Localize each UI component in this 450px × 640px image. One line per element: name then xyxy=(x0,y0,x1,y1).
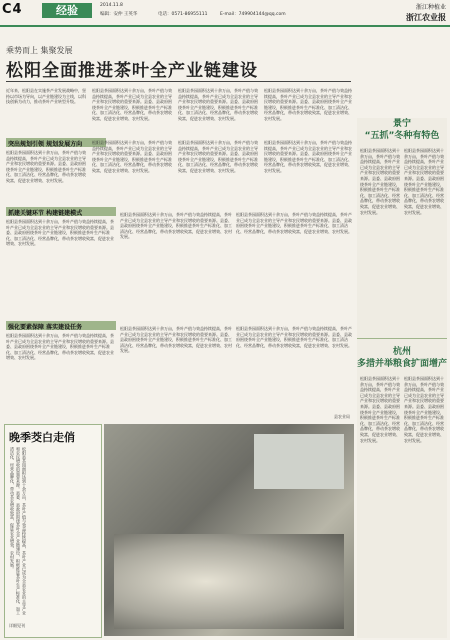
body-column: 松阳县茶园面积达到十余万亩，茶叶产值与效益持续提高，茶叶产业已成为全县农业的主导产业和农民增收的重要来源。县委、县政府围绕茶叶全产业链建设，积极推进茶叶生产标准化、加工清洁化、经营品牌化，带动茶农增收致富，促进农业增效、农村发展。 xyxy=(236,326,352,348)
small-article-author: 详细见刊 xyxy=(9,623,25,628)
body-column: 松阳县茶园面积达到十余万亩，茶叶产值与效益持续提高，茶叶产业已成为全县农业的主导产业和农民增收的重要来源。县委、县政府围绕茶叶全产业链建设，积极推进茶叶生产标准化、加工清洁化、经营品牌化，带动茶农增收致富，促进农业增效、农村发展。 xyxy=(92,140,172,173)
page-header xyxy=(0,0,450,26)
small-article-title: 晚季茭白走俏 xyxy=(9,431,75,444)
sidebar-bottom-body: 松阳县茶园面积达到十余万亩，茶叶产值与效益持续提高，茶叶产业已成为全县农业的主导产业和农民增收的重要来源。县委、县政府围绕茶叶全产业链建设，积极推进茶叶生产标准化、加工清洁化、经营品牌化，带动茶农增收致富，促进农业增效、农村发展。 xyxy=(360,376,400,443)
small-article-text: 松阳县茶园面积达到十余万亩，茶叶产值与效益持续提高，茶叶产业已成为全县农业的主导产业和农民增收的重要来源。县委、县政府围绕茶叶全产业链建设，积极推进茶叶生产标准化、加工清洁化、经营品牌化，带动茶农增收致富，促进农业增效、农村发展。 xyxy=(10,447,27,615)
body-column: 松阳县茶园面积达到十余万亩，茶叶产值与效益持续提高，茶叶产业已成为全县农业的主导产业和农民增收的重要来源。县委、县政府围绕茶叶全产业链建设，积极推进茶叶生产标准化、加工清洁化、经营品牌化，带动茶农增收致富，促进农业增效、农村发展。 xyxy=(178,88,258,121)
header-rule xyxy=(0,25,450,27)
issue-date: 2014.11.8 xyxy=(100,3,123,8)
lead-paragraph: 近年来，松阳县在实施茶产业发展战略中，坚持以市场为导向，以产业链建设为主线，以科技创新为动力，推动茶叶产业转型升级。 xyxy=(6,88,86,105)
produce-pile xyxy=(114,534,344,629)
phone-number: 电话：0571-86955111 xyxy=(158,12,208,17)
subhead-3: 强化要素保障 落实建设任务 xyxy=(8,324,83,331)
headline-rule xyxy=(6,81,351,82)
body-column: 松阳县茶园面积达到十余万亩，茶叶产值与效益持续提高，茶叶产业已成为全县农业的主导产业和农民增收的重要来源。县委、县政府围绕茶叶全产业链建设，积极推进茶叶生产标准化、加工清洁化、经营品牌化，带动茶农增收致富，促进农业增效、农村发展。 xyxy=(6,150,86,183)
body-column: 松阳县茶园面积达到十余万亩，茶叶产值与效益持续提高，茶叶产业已成为全县农业的主导产业和农民增收的重要来源。县委、县政府围绕茶叶全产业链建设，积极推进茶叶生产标准化、加工清洁化、经营品牌化，带动茶农增收致富，促进农业增效、农村发展。 xyxy=(264,140,352,173)
subhead-1: 突出规划引领 规划发展方向 xyxy=(8,141,83,148)
newspaper-brand: 浙江农业报 xyxy=(406,12,446,22)
truck-shape xyxy=(254,434,344,489)
body-column: 松阳县茶园面积达到十余万亩，茶叶产值与效益持续提高，茶叶产业已成为全县农业的主导产业和农民增收的重要来源。县委、县政府围绕茶叶全产业链建设，积极推进茶叶生产标准化、加工清洁化、经营品牌化，带动茶农增收致富，促进农业增效、农村发展。 xyxy=(264,88,352,121)
region-label: 浙江种植业 xyxy=(415,4,446,11)
sidebar-top-body: 松阳县茶园面积达到十余万亩，茶叶产值与效益持续提高，茶叶产业已成为全县农业的主导产业和农民增收的重要来源。县委、县政府围绕茶叶全产业链建设，积极推进茶叶生产标准化、加工清洁化、经营品牌化，带动茶农增收致富，促进农业增效、农村发展。 xyxy=(360,148,400,215)
small-article-body xyxy=(9,447,97,617)
tea-farm-photo xyxy=(104,424,354,636)
article-author: 县农业局 xyxy=(334,414,350,419)
body-column: 松阳县茶园面积达到十余万亩，茶叶产值与效益持续提高，茶叶产业已成为全县农业的主导产业和农民增收的重要来源。县委、县政府围绕茶叶全产业链建设，积极推进茶叶生产标准化、加工清洁化、经营品牌化，带动茶农增收致富，促进农业增效、农村发展。 xyxy=(6,333,114,361)
section-name: 经验 xyxy=(42,3,92,18)
sidebar-top-body: 松阳县茶园面积达到十余万亩，茶叶产值与效益持续提高，茶叶产业已成为全县农业的主导产业和农民增收的重要来源。县委、县政府围绕茶叶全产业链建设，积极推进茶叶生产标准化、加工清洁化、经营品牌化，带动茶农增收致富，促进农业增效、农村发展。 xyxy=(404,148,444,215)
sidebar-divider xyxy=(357,338,447,339)
body-column: 松阳县茶园面积达到十余万亩，茶叶产值与效益持续提高，茶叶产业已成为全县农业的主导产业和农民增收的重要来源。县委、县政府围绕茶叶全产业链建设，积极推进茶叶生产标准化、加工清洁化、经营品牌化，带动茶农增收致富，促进农业增效、农村发展。 xyxy=(120,326,232,354)
sidebar-top-title-1: 景宁 xyxy=(392,119,411,129)
sidebar-top-title-2: “五抓”冬种有特色 xyxy=(364,131,440,141)
article-kicker: 乘势而上 集聚发展 xyxy=(6,46,73,55)
section-code: C4 xyxy=(2,2,23,17)
body-column: 松阳县茶园面积达到十余万亩，茶叶产值与效益持续提高，茶叶产业已成为全县农业的主导产业和农民增收的重要来源。县委、县政府围绕茶叶全产业链建设，积极推进茶叶生产标准化、加工清洁化、经营品牌化，带动茶农增收致富，促进农业增效、农村发展。 xyxy=(236,212,352,234)
sidebar-bottom-title-2: 多措并举粮食扩面增产 xyxy=(357,359,448,369)
body-column: 松阳县茶园面积达到十余万亩，茶叶产值与效益持续提高，茶叶产业已成为全县农业的主导产业和农民增收的重要来源。县委、县政府围绕茶叶全产业链建设，积极推进茶叶生产标准化、加工清洁化、经营品牌化，带动茶农增收致富，促进农业增效、农村发展。 xyxy=(178,140,258,173)
article-headline: 松阳全面推进茶叶全产业链建设 xyxy=(6,61,258,81)
body-column: 松阳县茶园面积达到十余万亩，茶叶产值与效益持续提高，茶叶产业已成为全县农业的主导产业和农民增收的重要来源。县委、县政府围绕茶叶全产业链建设，积极推进茶叶生产标准化、加工清洁化、经营品牌化，带动茶农增收致富，促进农业增效、农村发展。 xyxy=(120,212,232,240)
email-address: E-mail：749904144@qq.com xyxy=(220,12,286,17)
sidebar-bottom-body: 松阳县茶园面积达到十余万亩，茶叶产值与效益持续提高，茶叶产业已成为全县农业的主导产业和农民增收的重要来源。县委、县政府围绕茶叶全产业链建设，积极推进茶叶生产标准化、加工清洁化、经营品牌化，带动茶农增收致富，促进农业增效、农村发展。 xyxy=(404,376,444,443)
sidebar xyxy=(357,118,447,638)
small-article-box xyxy=(4,424,102,638)
sidebar-bottom-title-1: 杭州 xyxy=(392,347,411,357)
sidebar-bottom-title xyxy=(357,346,447,372)
subhead-2: 抓建关键环节 构建链建模式 xyxy=(8,210,83,217)
editor-credit: 编辑：安仲 王英华 xyxy=(100,12,138,17)
body-column: 松阳县茶园面积达到十余万亩，茶叶产值与效益持续提高，茶叶产业已成为全县农业的主导产业和农民增收的重要来源。县委、县政府围绕茶叶全产业链建设，积极推进茶叶生产标准化、加工清洁化、经营品牌化，带动茶农增收致富，促进农业增效、农村发展。 xyxy=(6,219,114,247)
body-column: 松阳县茶园面积达到十余万亩，茶叶产值与效益持续提高，茶叶产业已成为全县农业的主导产业和农民增收的重要来源。县委、县政府围绕茶叶全产业链建设，积极推进茶叶生产标准化、加工清洁化、经营品牌化，带动茶农增收致富，促进农业增效、农村发展。 xyxy=(92,88,172,121)
sidebar-top-title xyxy=(357,118,447,144)
